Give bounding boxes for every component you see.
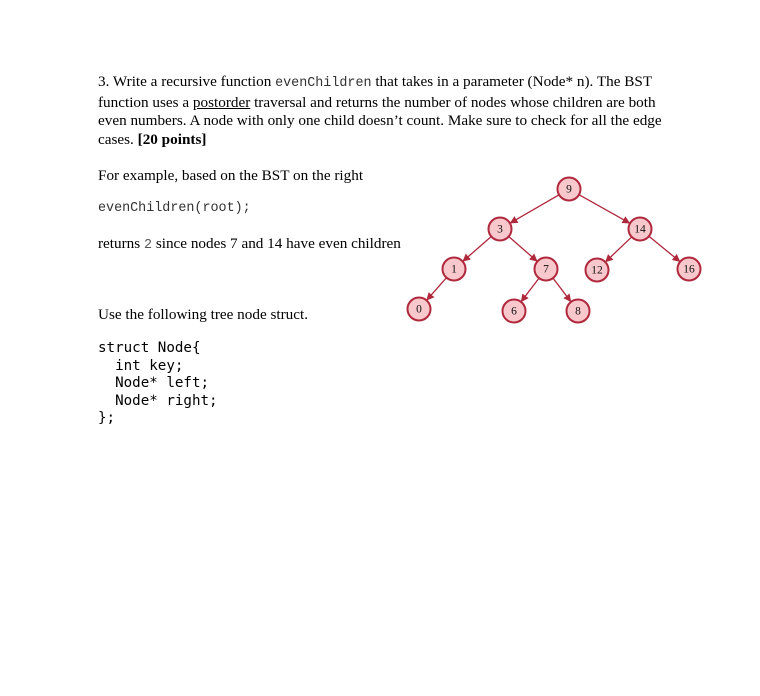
struct-line: Node* right;	[98, 392, 218, 409]
struct-line: Node* left;	[98, 375, 210, 392]
tree-node-label: 9	[566, 183, 572, 196]
question-number: 3.	[98, 73, 110, 90]
tree-edge-14-16	[649, 236, 680, 261]
tree-edge-7-6	[521, 278, 539, 301]
result-suffix: since nodes 7 and 14 have even children	[155, 235, 401, 252]
tree-node-label: 0	[416, 303, 422, 316]
function-name: evenChildren	[275, 76, 372, 91]
tree-edge-7-8	[553, 278, 571, 301]
tree-edges	[427, 195, 680, 302]
struct-line: };	[98, 410, 116, 427]
tree-node-label: 16	[683, 263, 695, 276]
question-text-part1: Write a recursive function	[112, 73, 272, 90]
tree-edge-3-1	[463, 237, 491, 262]
tree-node-3	[489, 218, 512, 241]
points-label: [20 points]	[137, 130, 207, 148]
tree-node-1	[443, 258, 466, 281]
tree-node-14	[629, 218, 652, 241]
tree-edge-1-0	[427, 278, 447, 300]
result-prefix: returns	[98, 235, 141, 252]
postorder-term: postorder	[192, 93, 251, 111]
tree-node-label: 3	[497, 223, 503, 236]
tree-node-8	[567, 300, 590, 323]
tree-node-16	[678, 258, 701, 281]
tree-node-0	[408, 298, 431, 321]
tree-node-label: 8	[575, 305, 581, 318]
tree-edge-3-7	[509, 237, 537, 262]
struct-intro: Use the following tree node struct.	[98, 306, 309, 323]
tree-nodes	[408, 178, 701, 323]
tree-node-12	[586, 259, 609, 282]
tree-node-label: 12	[591, 264, 603, 277]
example-call: evenChildren(root);	[98, 201, 251, 216]
tree-node-9	[558, 178, 581, 201]
result-value: 2	[143, 238, 153, 253]
tree-node-6	[503, 300, 526, 323]
tree-edge-9-14	[579, 195, 630, 223]
struct-line: int key;	[98, 357, 184, 374]
tree-node-label: 1	[451, 263, 457, 276]
tree-edge-9-3	[510, 195, 559, 223]
tree-node-label: 7	[543, 263, 549, 276]
example-intro: For example, based on the BST on the right	[98, 167, 364, 184]
question-text-part3: traversal and returns the number of nodes whose children are both even numbers. A node with only one child doesn’t count. Make sure to check for all the edge cases.	[98, 93, 662, 148]
tree-edge-14-12	[606, 237, 632, 262]
struct-line: struct Node{	[98, 340, 201, 356]
question-text-part2: that takes in a parameter (Node* n). The BST function uses a	[98, 73, 652, 111]
tree-node-label: 6	[511, 305, 517, 318]
tree-node-label: 14	[634, 223, 646, 236]
tree-node-7	[535, 258, 558, 281]
